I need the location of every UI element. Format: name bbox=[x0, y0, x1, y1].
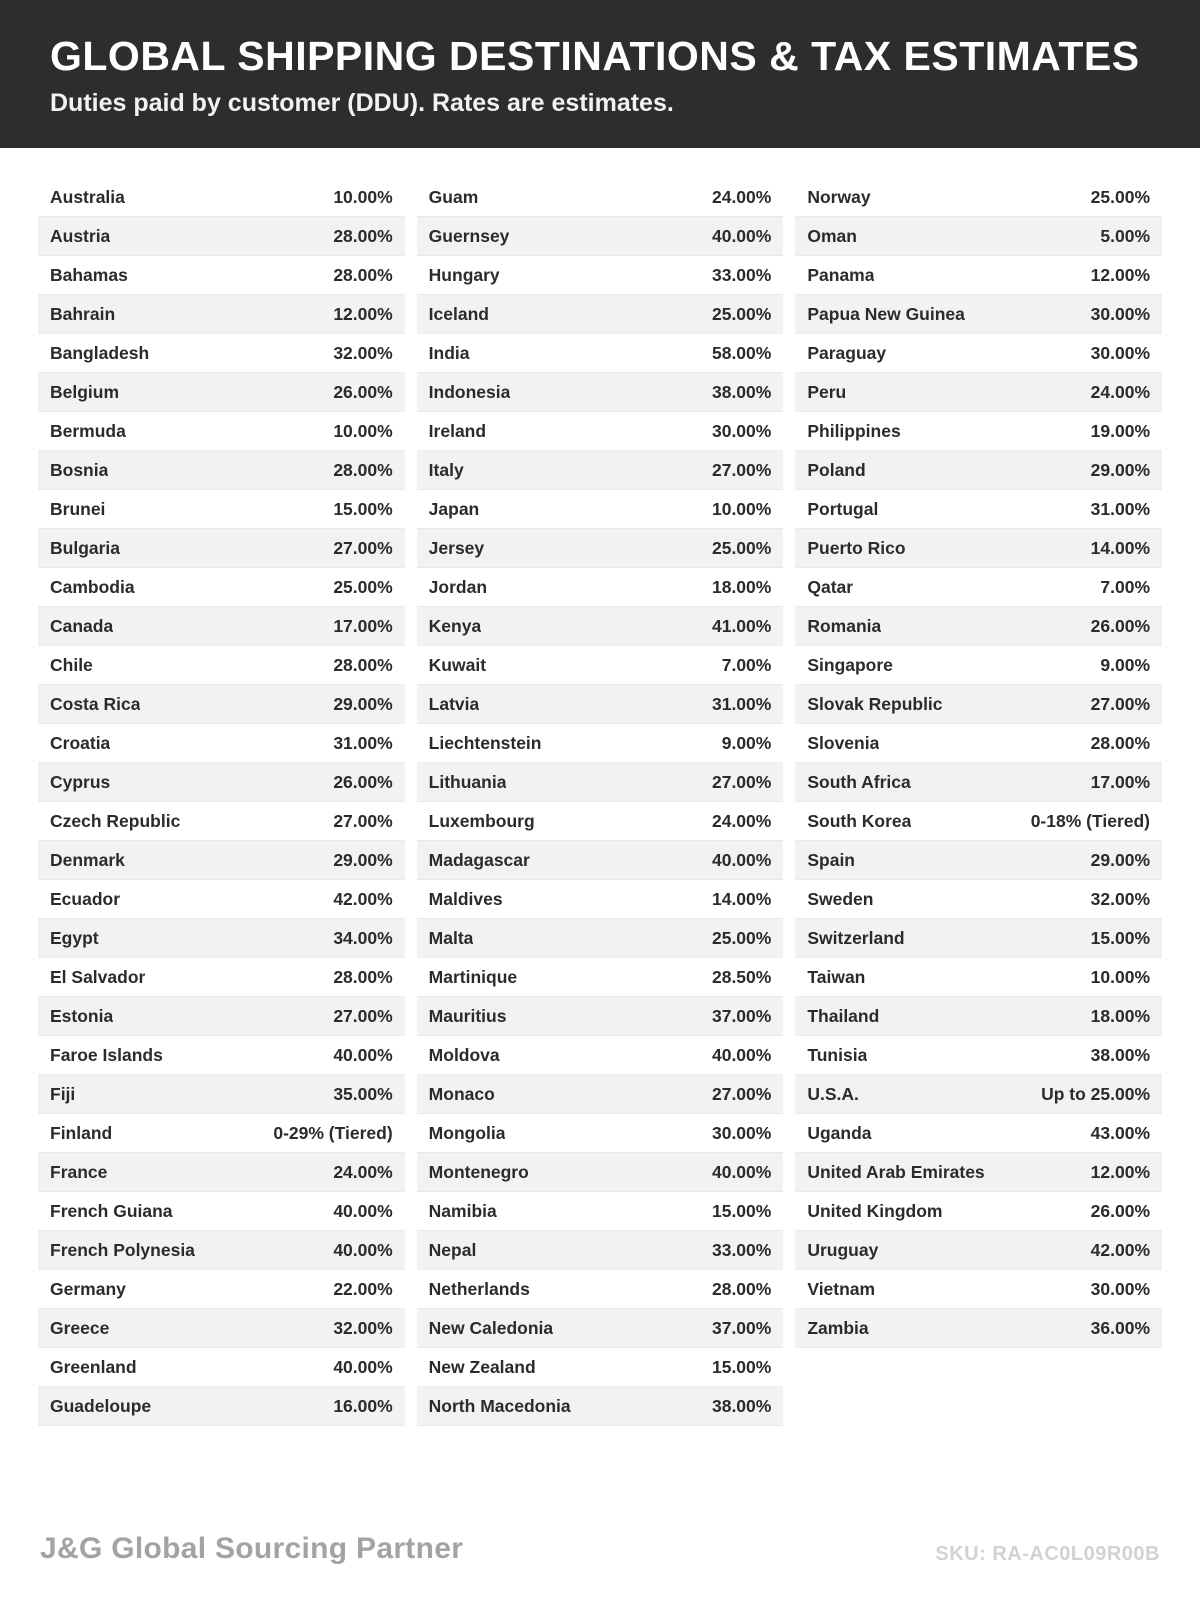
country-name: Slovak Republic bbox=[807, 693, 943, 714]
page-header bbox=[0, 0, 1200, 148]
country-name: Belgium bbox=[50, 381, 120, 402]
country-name: Greece bbox=[50, 1317, 110, 1338]
tax-rate: 19.00% bbox=[1090, 420, 1151, 441]
table-row bbox=[795, 1270, 1162, 1309]
country-name: Cambodia bbox=[50, 576, 135, 597]
tax-rate: 28.50% bbox=[711, 966, 772, 987]
tax-rate: 12.00% bbox=[1090, 264, 1151, 285]
table-row bbox=[38, 880, 405, 919]
tax-rate: 5.00% bbox=[1100, 225, 1151, 246]
tax-rate: 18.00% bbox=[1090, 1005, 1151, 1026]
country-name: Romania bbox=[807, 615, 882, 636]
tax-rate: 17.00% bbox=[1090, 771, 1151, 792]
table-row bbox=[417, 1387, 784, 1426]
tax-rate: 29.00% bbox=[333, 849, 393, 870]
table-row bbox=[417, 880, 784, 919]
country-name: Nepal bbox=[428, 1239, 477, 1260]
tax-rate: 31.00% bbox=[711, 693, 772, 714]
country-name: Iceland bbox=[428, 303, 489, 324]
table-row bbox=[38, 334, 405, 373]
country-name: Philippines bbox=[807, 420, 901, 441]
country-name: South Africa bbox=[807, 771, 911, 792]
country-name: Bahrain bbox=[50, 303, 116, 324]
table-row bbox=[417, 1309, 784, 1348]
country-name: Peru bbox=[807, 381, 847, 402]
tax-rate: 7.00% bbox=[1100, 576, 1151, 597]
tax-rate: 34.00% bbox=[333, 927, 393, 948]
tax-rate: 25.00% bbox=[711, 927, 772, 948]
country-name: Maldives bbox=[428, 888, 503, 909]
country-name: Germany bbox=[50, 1278, 126, 1299]
table-row bbox=[38, 568, 405, 607]
country-name: Slovenia bbox=[807, 732, 880, 753]
tax-rate: 14.00% bbox=[1090, 537, 1151, 558]
tax-rate: 0-29% (Tiered) bbox=[273, 1122, 393, 1143]
brand-name: J&G Global Sourcing Partner bbox=[40, 1532, 464, 1565]
table-row bbox=[795, 568, 1162, 607]
country-name: North Macedonia bbox=[428, 1395, 571, 1416]
country-name: Kuwait bbox=[428, 654, 487, 675]
table-row bbox=[795, 763, 1162, 802]
table-row bbox=[795, 256, 1162, 295]
country-name: Switzerland bbox=[807, 927, 905, 948]
country-name: India bbox=[428, 342, 470, 363]
tax-rate: 40.00% bbox=[333, 1044, 393, 1065]
tax-rate: 31.00% bbox=[1090, 498, 1151, 519]
tax-rate: 40.00% bbox=[333, 1200, 393, 1221]
country-name: Zambia bbox=[807, 1317, 869, 1338]
country-name: Portugal bbox=[807, 498, 879, 519]
country-name: Estonia bbox=[50, 1005, 114, 1026]
table-row bbox=[417, 451, 784, 490]
table-row bbox=[38, 1348, 405, 1387]
tax-rate: 28.00% bbox=[1090, 732, 1151, 753]
table-row bbox=[417, 256, 784, 295]
tax-rate: 28.00% bbox=[333, 966, 393, 987]
table-row bbox=[795, 880, 1162, 919]
table-row bbox=[38, 178, 405, 217]
table-row bbox=[38, 1270, 405, 1309]
country-name: Faroe Islands bbox=[50, 1044, 163, 1065]
table-row bbox=[38, 1387, 405, 1426]
country-name: South Korea bbox=[807, 810, 912, 831]
table-row bbox=[795, 295, 1162, 334]
country-name: Taiwan bbox=[807, 966, 866, 987]
table-row bbox=[417, 1348, 784, 1387]
table-row bbox=[795, 1153, 1162, 1192]
table-row bbox=[795, 373, 1162, 412]
table-row bbox=[417, 607, 784, 646]
country-name: Cyprus bbox=[50, 771, 111, 792]
table-row bbox=[38, 295, 405, 334]
table-row bbox=[795, 334, 1162, 373]
country-name: Moldova bbox=[428, 1044, 500, 1065]
country-name: New Zealand bbox=[428, 1356, 536, 1377]
tax-rate: 29.00% bbox=[1090, 459, 1151, 480]
tax-rate: 24.00% bbox=[1090, 381, 1151, 402]
table-row bbox=[417, 685, 784, 724]
tax-rate: 25.00% bbox=[1090, 186, 1151, 207]
country-name: Croatia bbox=[50, 732, 111, 753]
tax-rate: 30.00% bbox=[711, 1122, 772, 1143]
table-row bbox=[795, 802, 1162, 841]
country-name: Paraguay bbox=[807, 342, 887, 363]
tax-rate: 32.00% bbox=[333, 1317, 393, 1338]
country-name: Liechtenstein bbox=[428, 732, 542, 753]
table-row bbox=[38, 997, 405, 1036]
table-row bbox=[417, 490, 784, 529]
tax-rate: 10.00% bbox=[711, 498, 772, 519]
country-name: Namibia bbox=[428, 1200, 497, 1221]
country-name: Mongolia bbox=[428, 1122, 506, 1143]
tax-rate: 28.00% bbox=[333, 459, 393, 480]
country-name: Brunei bbox=[50, 498, 106, 519]
rates-table bbox=[0, 148, 1200, 1426]
country-name: Madagascar bbox=[428, 849, 530, 870]
country-name: United Arab Emirates bbox=[807, 1161, 985, 1182]
table-row bbox=[38, 1192, 405, 1231]
table-row bbox=[38, 373, 405, 412]
table-row bbox=[795, 412, 1162, 451]
tax-rate: 15.00% bbox=[333, 498, 393, 519]
table-row bbox=[795, 841, 1162, 880]
country-name: Bosnia bbox=[50, 459, 109, 480]
tax-rate: 37.00% bbox=[711, 1005, 772, 1026]
country-name: U.S.A. bbox=[807, 1083, 859, 1104]
country-name: Panama bbox=[807, 264, 875, 285]
tax-rate: 42.00% bbox=[1090, 1239, 1151, 1260]
table-row bbox=[795, 1231, 1162, 1270]
tax-rate: 15.00% bbox=[711, 1200, 772, 1221]
tax-rate: 25.00% bbox=[711, 537, 772, 558]
table-row bbox=[417, 1114, 784, 1153]
tax-rate: 42.00% bbox=[333, 888, 393, 909]
table-row bbox=[38, 1309, 405, 1348]
tax-rate: 58.00% bbox=[711, 342, 772, 363]
tax-rate: 10.00% bbox=[333, 420, 393, 441]
country-name: Puerto Rico bbox=[807, 537, 906, 558]
tax-rate: Up to 25.00% bbox=[1041, 1083, 1151, 1104]
table-row bbox=[417, 412, 784, 451]
table-row bbox=[795, 607, 1162, 646]
country-name: French Guiana bbox=[50, 1200, 173, 1221]
country-name: Egypt bbox=[50, 927, 99, 948]
tax-rate: 33.00% bbox=[711, 1239, 772, 1260]
table-row bbox=[417, 1192, 784, 1231]
table-row bbox=[38, 529, 405, 568]
country-name: Latvia bbox=[428, 693, 480, 714]
country-name: Bangladesh bbox=[50, 342, 150, 363]
table-row bbox=[417, 763, 784, 802]
table-row bbox=[38, 958, 405, 997]
tax-rate: 30.00% bbox=[1090, 342, 1151, 363]
table-row bbox=[417, 958, 784, 997]
tax-rate: 29.00% bbox=[1090, 849, 1151, 870]
tax-rate: 10.00% bbox=[333, 186, 393, 207]
country-name: France bbox=[50, 1161, 108, 1182]
tax-rate: 10.00% bbox=[1090, 966, 1151, 987]
rates-column-3 bbox=[795, 178, 1162, 1426]
table-row bbox=[795, 178, 1162, 217]
tax-rate: 24.00% bbox=[711, 186, 772, 207]
tax-rate: 40.00% bbox=[333, 1239, 393, 1260]
country-name: Jordan bbox=[428, 576, 488, 597]
country-name: Fiji bbox=[50, 1083, 76, 1104]
country-name: El Salvador bbox=[50, 966, 146, 987]
tax-rate: 18.00% bbox=[711, 576, 772, 597]
country-name: Kenya bbox=[428, 615, 482, 636]
tax-rate: 17.00% bbox=[333, 615, 393, 636]
table-row bbox=[795, 724, 1162, 763]
table-row bbox=[38, 607, 405, 646]
country-name: Netherlands bbox=[428, 1278, 530, 1299]
tax-rate: 27.00% bbox=[333, 810, 393, 831]
table-row bbox=[417, 802, 784, 841]
page-footer bbox=[0, 1532, 1200, 1600]
rates-column-2 bbox=[417, 178, 784, 1426]
tax-rate: 24.00% bbox=[711, 810, 772, 831]
table-row bbox=[795, 529, 1162, 568]
tax-rate: 26.00% bbox=[1090, 615, 1151, 636]
tax-rate: 40.00% bbox=[711, 1161, 772, 1182]
country-name: Australia bbox=[50, 186, 125, 207]
country-name: Spain bbox=[807, 849, 855, 870]
country-name: Oman bbox=[807, 225, 857, 246]
sku-label: SKU: RA-AC0L09R00B bbox=[935, 1543, 1160, 1565]
tax-rate: 25.00% bbox=[711, 303, 772, 324]
table-row bbox=[795, 919, 1162, 958]
country-name: Papua New Guinea bbox=[807, 303, 965, 324]
country-name: Costa Rica bbox=[50, 693, 141, 714]
country-name: Bahamas bbox=[50, 264, 128, 285]
country-name: Bulgaria bbox=[50, 537, 121, 558]
country-name: Poland bbox=[807, 459, 866, 480]
tax-rate: 27.00% bbox=[1090, 693, 1151, 714]
rates-column-1 bbox=[38, 178, 405, 1426]
table-row bbox=[795, 217, 1162, 256]
tax-rate: 33.00% bbox=[711, 264, 772, 285]
country-name: Norway bbox=[807, 186, 871, 207]
country-name: United Kingdom bbox=[807, 1200, 943, 1221]
country-name: Mauritius bbox=[428, 1005, 507, 1026]
table-row bbox=[417, 724, 784, 763]
table-row bbox=[417, 919, 784, 958]
table-row bbox=[795, 1075, 1162, 1114]
table-row bbox=[795, 958, 1162, 997]
country-name: Vietnam bbox=[807, 1278, 876, 1299]
table-row bbox=[795, 646, 1162, 685]
tax-rate: 30.00% bbox=[1090, 303, 1151, 324]
table-row bbox=[417, 1036, 784, 1075]
country-name: Luxembourg bbox=[428, 810, 535, 831]
tax-rate: 12.00% bbox=[333, 303, 393, 324]
tax-rate: 25.00% bbox=[333, 576, 393, 597]
tax-rate: 26.00% bbox=[333, 381, 393, 402]
tax-rate: 15.00% bbox=[711, 1356, 772, 1377]
tax-rate: 28.00% bbox=[333, 225, 393, 246]
country-name: New Caledonia bbox=[428, 1317, 554, 1338]
tax-rate: 14.00% bbox=[711, 888, 772, 909]
tax-rate: 41.00% bbox=[711, 615, 772, 636]
country-name: Malta bbox=[428, 927, 474, 948]
country-name: Monaco bbox=[428, 1083, 495, 1104]
page-subtitle: Duties paid by customer (DDU). Rates are estimates. bbox=[50, 89, 674, 118]
tax-rate: 12.00% bbox=[1090, 1161, 1151, 1182]
tax-rate: 28.00% bbox=[333, 264, 393, 285]
tax-rate: 30.00% bbox=[1090, 1278, 1151, 1299]
tax-rate: 27.00% bbox=[333, 1005, 393, 1026]
country-name: Uganda bbox=[807, 1122, 872, 1143]
tax-rate: 40.00% bbox=[711, 225, 772, 246]
tax-rate: 28.00% bbox=[333, 654, 393, 675]
table-row bbox=[417, 1231, 784, 1270]
table-row bbox=[795, 490, 1162, 529]
table-row bbox=[417, 1270, 784, 1309]
country-name: Indonesia bbox=[428, 381, 511, 402]
tax-rate: 37.00% bbox=[711, 1317, 772, 1338]
tax-rate: 15.00% bbox=[1090, 927, 1151, 948]
country-name: Austria bbox=[50, 225, 111, 246]
table-row bbox=[795, 1114, 1162, 1153]
table-row bbox=[38, 802, 405, 841]
tax-rate: 26.00% bbox=[333, 771, 393, 792]
tax-rate: 32.00% bbox=[333, 342, 393, 363]
country-name: Guam bbox=[428, 186, 479, 207]
tax-rate: 38.00% bbox=[711, 1395, 772, 1416]
tax-rate: 27.00% bbox=[333, 537, 393, 558]
country-name: Canada bbox=[50, 615, 114, 636]
country-name: Montenegro bbox=[428, 1161, 529, 1182]
table-row bbox=[38, 841, 405, 880]
country-name: Sweden bbox=[807, 888, 874, 909]
table-row bbox=[38, 919, 405, 958]
table-row bbox=[417, 1153, 784, 1192]
tax-rate: 9.00% bbox=[721, 732, 772, 753]
tax-rate: 9.00% bbox=[1100, 654, 1151, 675]
country-name: Finland bbox=[50, 1122, 113, 1143]
tax-rate: 35.00% bbox=[333, 1083, 393, 1104]
table-row bbox=[38, 685, 405, 724]
tax-rate: 40.00% bbox=[711, 849, 772, 870]
tax-rate: 32.00% bbox=[1090, 888, 1151, 909]
country-name: Czech Republic bbox=[50, 810, 181, 831]
table-row bbox=[417, 529, 784, 568]
country-name: Lithuania bbox=[428, 771, 507, 792]
table-row bbox=[38, 451, 405, 490]
tax-rate: 27.00% bbox=[711, 459, 772, 480]
country-name: Singapore bbox=[807, 654, 893, 675]
country-name: Uruguay bbox=[807, 1239, 879, 1260]
tax-rate: 30.00% bbox=[711, 420, 772, 441]
table-row bbox=[417, 178, 784, 217]
table-row bbox=[38, 217, 405, 256]
table-row bbox=[417, 373, 784, 412]
table-row bbox=[417, 841, 784, 880]
country-name: Guadeloupe bbox=[50, 1395, 152, 1416]
tax-rate: 36.00% bbox=[1090, 1317, 1151, 1338]
country-name: Guernsey bbox=[428, 225, 510, 246]
tax-rate: 40.00% bbox=[711, 1044, 772, 1065]
table-row bbox=[417, 646, 784, 685]
country-name: Japan bbox=[428, 498, 480, 519]
tax-rate: 38.00% bbox=[711, 381, 772, 402]
page-title: GLOBAL SHIPPING DESTINATIONS & TAX ESTIMATES bbox=[50, 33, 1140, 79]
tax-rate: 40.00% bbox=[333, 1356, 393, 1377]
country-name: Greenland bbox=[50, 1356, 137, 1377]
table-row bbox=[795, 997, 1162, 1036]
table-row bbox=[795, 685, 1162, 724]
country-name: Chile bbox=[50, 654, 93, 675]
tax-rate: 26.00% bbox=[1090, 1200, 1151, 1221]
tax-rate: 16.00% bbox=[333, 1395, 393, 1416]
table-row bbox=[417, 334, 784, 373]
table-row bbox=[38, 256, 405, 295]
country-name: French Polynesia bbox=[50, 1239, 195, 1260]
tax-rate: 0-18% (Tiered) bbox=[1030, 810, 1151, 831]
table-row bbox=[795, 451, 1162, 490]
table-row bbox=[38, 1153, 405, 1192]
country-name: Hungary bbox=[428, 264, 500, 285]
table-row bbox=[795, 1036, 1162, 1075]
tax-rate: 28.00% bbox=[711, 1278, 772, 1299]
table-row bbox=[38, 646, 405, 685]
country-name: Jersey bbox=[428, 537, 485, 558]
table-row bbox=[417, 217, 784, 256]
table-row bbox=[38, 1231, 405, 1270]
country-name: Thailand bbox=[807, 1005, 880, 1026]
tax-rate: 7.00% bbox=[721, 654, 772, 675]
table-row bbox=[38, 763, 405, 802]
tax-rate: 38.00% bbox=[1090, 1044, 1151, 1065]
tax-rate: 22.00% bbox=[333, 1278, 393, 1299]
tax-rate: 43.00% bbox=[1090, 1122, 1151, 1143]
country-name: Ecuador bbox=[50, 888, 121, 909]
country-name: Ireland bbox=[428, 420, 487, 441]
tax-rate: 24.00% bbox=[333, 1161, 393, 1182]
tax-rate: 27.00% bbox=[711, 1083, 772, 1104]
table-row bbox=[795, 1192, 1162, 1231]
country-name: Tunisia bbox=[807, 1044, 868, 1065]
tax-rate: 31.00% bbox=[333, 732, 393, 753]
table-row bbox=[417, 568, 784, 607]
table-row bbox=[38, 724, 405, 763]
table-row bbox=[417, 997, 784, 1036]
country-name: Italy bbox=[428, 459, 464, 480]
table-row bbox=[38, 1075, 405, 1114]
tax-rate: 27.00% bbox=[711, 771, 772, 792]
tax-rate: 29.00% bbox=[333, 693, 393, 714]
table-row bbox=[795, 1309, 1162, 1348]
table-row bbox=[417, 295, 784, 334]
table-row bbox=[38, 490, 405, 529]
country-name: Martinique bbox=[428, 966, 518, 987]
table-row bbox=[38, 1114, 405, 1153]
country-name: Denmark bbox=[50, 849, 125, 870]
table-row bbox=[38, 412, 405, 451]
country-name: Qatar bbox=[807, 576, 854, 597]
table-row bbox=[417, 1075, 784, 1114]
country-name: Bermuda bbox=[50, 420, 126, 441]
table-row bbox=[38, 1036, 405, 1075]
